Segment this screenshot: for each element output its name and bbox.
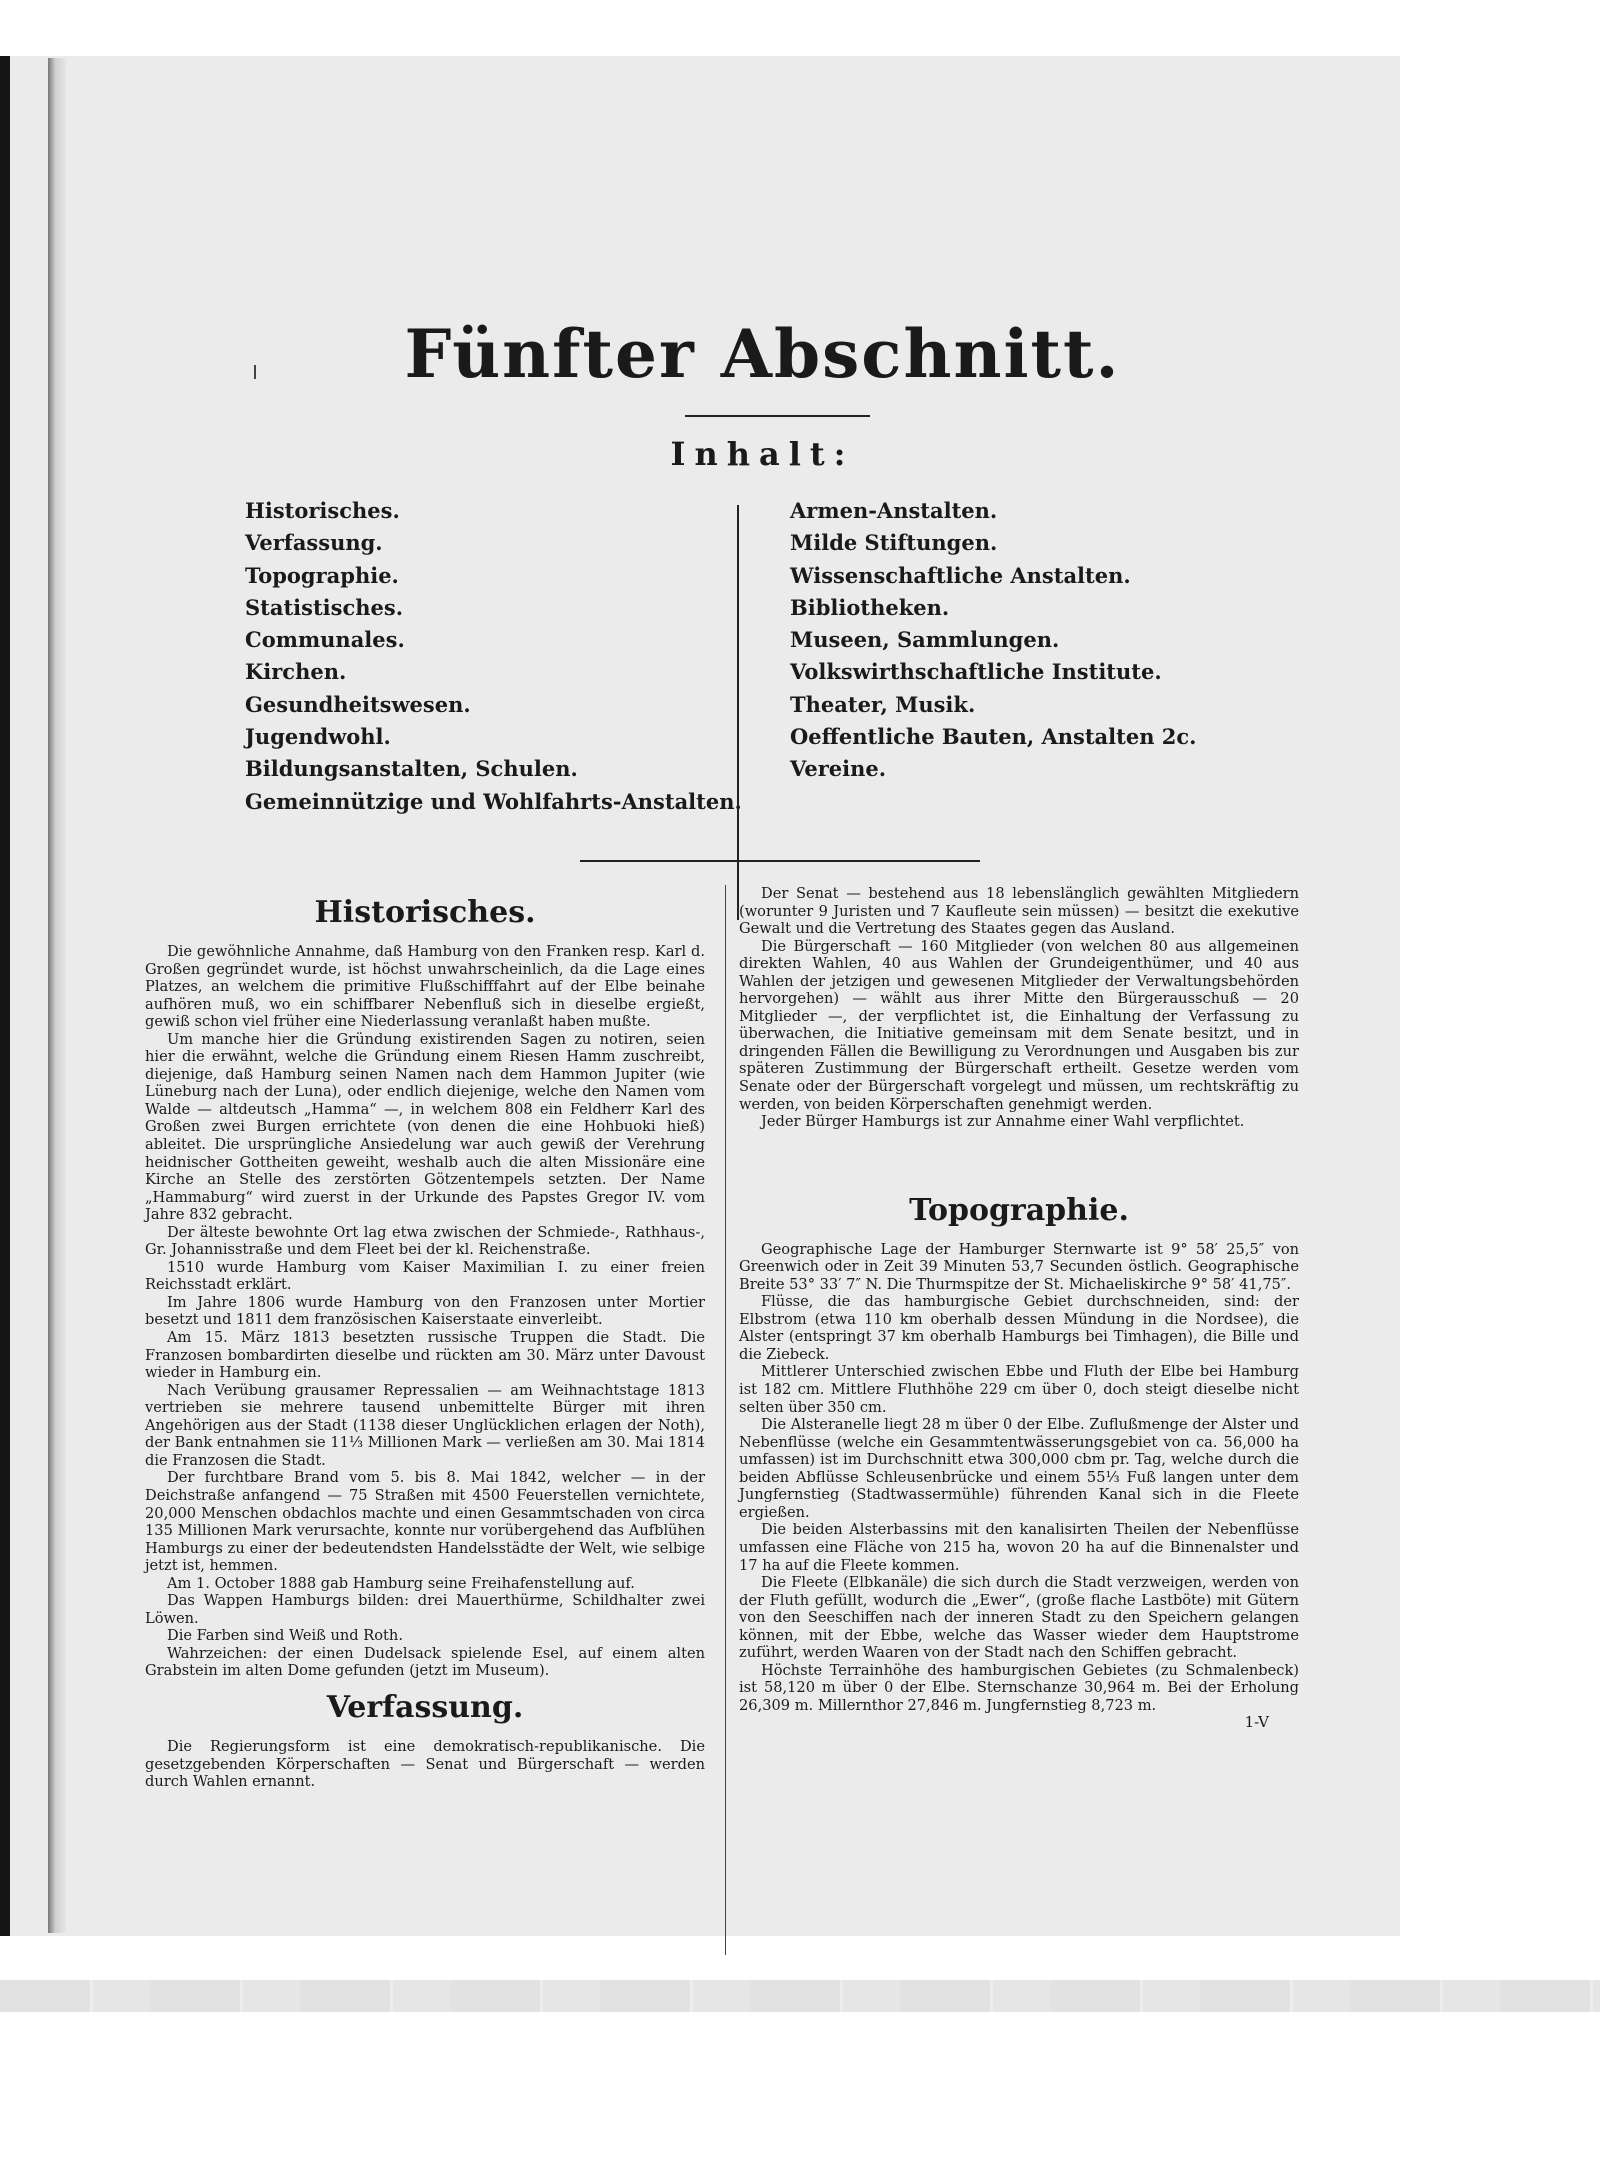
scan-bottom-band <box>0 1980 1600 2012</box>
section-heading-verfassung: Verfassung. <box>326 1689 524 1725</box>
contents-title: Inhalt: <box>670 435 855 473</box>
paragraph: Am 1. October 1888 gab Hamburg seine Freihafenstellung auf. <box>167 1574 635 1592</box>
toc-item: Vereine. <box>790 756 887 782</box>
toc-item: Gesundheitswesen. <box>245 691 471 717</box>
paragraph: Wahrzeichen: der einen Dudelsack spielende Esel, auf einem alten Grabstein im alten Dome gefunden (jetzt im Museum). <box>145 1644 705 1680</box>
section-heading-historisches: Historisches. <box>314 895 536 930</box>
toc-item: Milde Stiftungen. <box>790 530 998 556</box>
left-column <box>145 885 705 1791</box>
paragraph: Geographische Lage der Hamburger Sternwarte ist 9° 58′ 25,5″ von Greenwich oder in Zeit 39 Minuten 53,7 Secunden östlich. Geographische Breite 53° 33′ 7″ N. Die Thurmspitze der St. Michaeliskirche 9° 58′ 41,75″. <box>739 1240 1299 1293</box>
section-heading-topographie: Topographie. <box>909 1192 1129 1228</box>
toc-item: Communales. <box>245 627 405 653</box>
toc-item: Volkswirthschaftliche Institute. <box>790 659 1162 685</box>
paragraph: Die gewöhnliche Annahme, daß Hamburg von den Franken resp. Karl d. Großen gegründet wurde, ist höchst unwahrscheinlich, da die Lage eines Platzes, an welchem die primitive Flußschifffahrt auf der Elbe beinahe aufhören muß, wo ein schiffbarer Nebenfluß sich in dieselbe ergießt, gewiß schon viel früher eine Niederlassung veranlaßt haben mußte. <box>145 943 705 1031</box>
toc-item: Statistisches. <box>245 594 404 620</box>
right-column <box>739 885 1299 1732</box>
chapter-headline: Fünfter Abschnitt. <box>404 315 1121 393</box>
column-divider <box>725 885 726 1955</box>
spacer <box>739 1131 1299 1183</box>
paragraph: Nach Verübung grausamer Repressalien — am Weihnachtstage 1813 vertrieben sie mehrere tausend unbemittelte Bürger mit ihren Angehörigen aus der Stadt (1138 dieser Unglücklichen erlagen der Noth), der Bank entnahmen sie 11⅓ Millionen Mark — verließen am 30. Mai 1814 die Franzosen die Stadt. <box>145 1381 705 1469</box>
paragraph: Im Jahre 1806 wurde Hamburg von den Franzosen unter Mortier besetzt und 1811 dem französischen Kaiserstaate einverleibt. <box>145 1293 705 1329</box>
toc-item: Jugendwohl. <box>245 724 391 750</box>
binding-gutter <box>48 58 66 1933</box>
toc-item: Gemeinnützige und Wohlfahrts-Anstalten. <box>245 788 742 814</box>
toc-item: Bildungsanstalten, Schulen. <box>245 756 578 782</box>
toc-item: Armen-Anstalten. <box>790 498 998 523</box>
paragraph: Höchste Terrainhöhe des hamburgischen Gebietes (zu Schmalenbeck) ist 58,120 m über 0 der Elbe. Sternschanze 30,964 m. Bei der Erholung 26,309 m. Millernthor 27,846 m. Jungfernstieg 8,723 m. <box>739 1661 1299 1714</box>
paragraph: Die Farben sind Weiß und Roth. <box>167 1627 403 1645</box>
paragraph: Die Regierungsform ist eine demokratisch-republikanische. Die gesetzgebenden Körperschaften — Senat und Bürgerschaft — werden durch Wahlen ernannt. <box>145 1737 705 1791</box>
paragraph: Die Bürgerschaft — 160 Mitglieder (von welchen 80 aus allgemeinen direkten Wahlen, 40 aus Wahlen der Grundeigenthümer, und 40 aus Wahlen der jetzigen und gewesenen Mitglieder der Verwaltungsbehörden hervorgehen) — wählt aus ihrer Mitte den Bürgerausschuß — 20 Mitglieder —, der verpflichtet ist, die Einhaltung der Verfassung zu überwachen, die Initiative gemeinsam mit dem Senate besitzt, und in dringenden Fällen die Bewilligung zu Verordnungen und Ausgaben bis zur späteren Zustimmung der Bürgerschaft ertheilt. Gesetze werden vom Senate oder der Bürgerschaft vorgelegt und müssen, um rechtskräftig zu werden, von beiden Körperschaften genehmigt werden. <box>739 937 1299 1113</box>
paragraph: Die Fleete (Elbkanäle) die sich durch die Stadt verzweigen, werden von der Fluth gefüllt, wodurch die „Ewer“, (große flache Lastböte) mit Gütern von den Seeschiffen nach der inneren Stadt zu den Speichern gelangen können, mit der Ebbe, welche das Wasser wieder dem Hauptstrome zuführt, werden Waaren von der Stadt nach den Schiffen gebracht. <box>739 1574 1299 1662</box>
paragraph: Jeder Bürger Hamburgs ist zur Annahme einer Wahl verpflichtet. <box>761 1113 1245 1131</box>
paragraph: Der Senat — bestehend aus 18 lebenslänglich gewählten Mitgliedern (worunter 9 Juristen und 7 Kaufleute sein müssen) — besitzt die exekutive Gewalt und die Vertretung des Staates gegen das Ausland. <box>739 885 1299 938</box>
paragraph: Die beiden Alsterbassins mit den kanalisirten Theilen der Nebenflüsse umfassen eine Fläche von 215 ha, wovon 20 ha auf die Binnenalster und 17 ha auf die Fleete kommen. <box>739 1521 1299 1574</box>
paragraph: Um manche hier die Gründung existirenden Sagen zu notiren, seien hier die erwähnt, welche die Gründung einem Riesen Hamm zuschreibt, diejenige, daß Hamburg seinen Namen nach dem Hammon Jupiter (wie Lüneburg nach der Luna), oder endlich diejenige, welche den Namen vom Walde — altdeutsch „Hamma“ —, in welchem 808 ein Feldherr Karl des Großen zwei Burgen errichtete (von denen die eine Hohbuoki hieß) ableitet. Die ursprüngliche Ansiedelung war auch gewiß der Verehrung heidnischer Gottheiten geweiht, weshalb auch die alten Missionäre eine Kirche an Stelle des zerstörten Götzentempels setzten. Der Name „Hammaburg“ wird zuerst in der Urkunde des Papstes Gregor IV. vom Jahre 832 gebracht. <box>145 1030 705 1224</box>
paragraph: Mittlerer Unterschied zwischen Ebbe und Fluth der Elbe bei Hamburg ist 182 cm. Mittlere Fluthhöhe 229 cm über 0, doch steigt dieselbe nicht selten über 350 cm. <box>739 1363 1299 1416</box>
paragraph: Flüsse, die das hamburgische Gebiet durchschneiden, sind: der Elbstrom (etwa 110 km oberhalb dessen Mündung in die Nordsee), die Alster (entspringt 37 km oberhalb Hamburgs bei Timhagen), die Bille und die Ziebeck. <box>739 1293 1299 1363</box>
headline-rule <box>685 415 870 417</box>
scan-left-edge <box>0 56 10 1936</box>
toc-divider <box>737 505 739 920</box>
page-number: 1-V <box>1244 1713 1269 1732</box>
toc-item: Kirchen. <box>245 659 347 685</box>
paragraph: Der furchtbare Brand vom 5. bis 8. Mai 1842, welcher — in der Deichstraße anfangend — 75 Straßen mit 4500 Feuerstellen vernichtete, 20,000 Menschen obdachlos machte und einen Gesammtschaden von circa 135 Millionen Mark verursachte, konnte nur vorübergehend das Aufblühen Hamburgs zu einer der bedeutendsten Handelsstädte der Welt, wie selbige jetzt ist, hemmen. <box>145 1469 705 1575</box>
toc-item: Oeffentliche Bauten, Anstalten 2c. <box>790 724 1197 750</box>
toc-item: Historisches. <box>245 498 400 523</box>
paragraph: Der älteste bewohnte Ort lag etwa zwischen der Schmiede-, Rathhaus-, Gr. Johannisstraße und dem Fleet bei der kl. Reichenstraße. <box>145 1223 705 1259</box>
toc-item: Verfassung. <box>245 530 383 556</box>
toc-item: Bibliotheken. <box>790 594 950 620</box>
paragraph: Das Wappen Hamburgs bilden: drei Mauerthürme, Schildhalter zwei Löwen. <box>145 1592 705 1627</box>
toc-left-list <box>245 495 742 818</box>
toc-item: Topographie. <box>245 562 399 588</box>
paragraph: 1510 wurde Hamburg vom Kaiser Maximilian I. zu einer freien Reichsstadt erklärt. <box>145 1258 705 1294</box>
toc-item: Museen, Sammlungen. <box>790 627 1060 653</box>
paragraph: Am 15. März 1813 besetzten russische Truppen die Stadt. Die Franzosen bombardirten dieselbe und rückten am 30. März unter Davoust wieder in Hamburg ein. <box>145 1329 705 1382</box>
toc-item: Theater, Musik. <box>790 691 976 717</box>
toc-right-list <box>790 495 1197 786</box>
paragraph: Die Alsteranelle liegt 28 m über 0 der Elbe. Zuflußmenge der Alster und Nebenflüsse (welche ein Gesammtentwässerungsgebiet von ca. 56,000 ha umfassen) ist im Durchschnitt etwa 300,000 cbm pr. Tag, welche durch die beiden Abflüsse Schleusenbrücke und einem 55⅓ Fuß langen unter dem Jungfernstieg (Stadtwassermühle) führenden Kanal sich in die Fleete ergießen. <box>739 1416 1299 1521</box>
section-rule <box>580 860 980 862</box>
toc-item: Wissenschaftliche Anstalten. <box>790 562 1131 588</box>
